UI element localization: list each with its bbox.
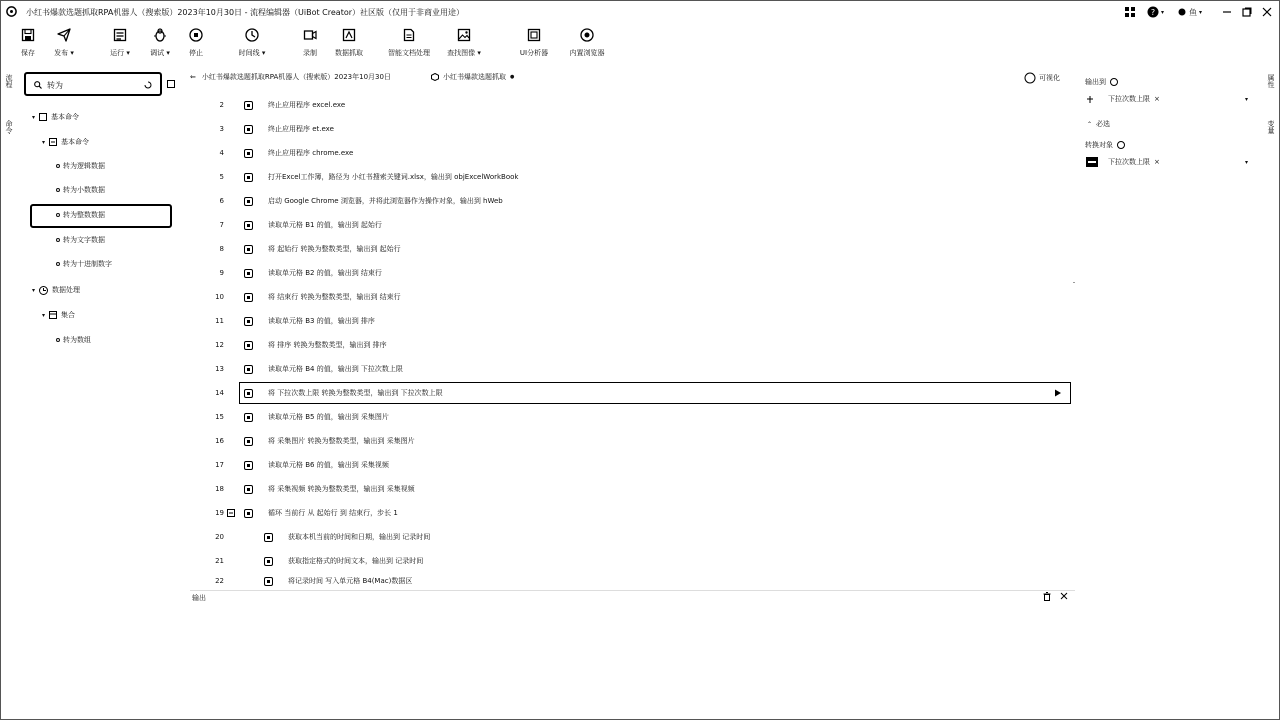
code-line[interactable] — [200, 454, 1070, 476]
line-number: 15 — [215, 413, 224, 421]
line-number: 18 — [215, 485, 224, 493]
line-number: 21 — [215, 557, 224, 565]
document-ai-icon — [402, 28, 416, 42]
command-icon — [244, 125, 253, 134]
close-button[interactable] — [1262, 5, 1272, 19]
line-number: 11 — [215, 317, 224, 325]
maximize-icon — [1242, 7, 1252, 17]
code-line[interactable] — [200, 238, 1070, 260]
bug-icon — [153, 28, 167, 42]
line-number: 6 — [219, 197, 224, 205]
chevron-up-icon: ⌃ — [1087, 120, 1093, 128]
run-label: 运行 — [110, 49, 125, 57]
clear-search-icon[interactable] — [144, 81, 152, 89]
tree-label: 基本命令 — [61, 138, 90, 146]
convert-object-value: 下拉次数上限 — [1108, 158, 1150, 166]
chevron-down-icon: ▾ — [259, 49, 266, 57]
window-title: 小红书爆款选题抓取RPA机器人（搜索版）2023年10月30日 - 流程编辑器（UiBot Creator）社区版（仅用于非商业用途） — [26, 8, 465, 17]
line-text: 终止应用程序 chrome.exe — [268, 149, 354, 157]
output-panel-title: 输出 — [192, 594, 206, 602]
basic-commands-icon — [49, 138, 57, 146]
line-number: 2 — [219, 101, 224, 109]
search-input[interactable]: 转为 — [47, 81, 63, 90]
chevron-down-icon: ▾ — [42, 138, 46, 146]
search-icon — [34, 81, 42, 89]
tree-group-collection[interactable] — [42, 310, 75, 320]
chevron-down-icon: ▾ — [1199, 8, 1203, 16]
output-to-value: 下拉次数上限 — [1108, 95, 1150, 103]
play-icon[interactable] — [1054, 389, 1062, 397]
tree-item-to-float[interactable] — [56, 185, 105, 195]
code-line[interactable] — [200, 166, 1070, 188]
command-icon — [244, 173, 253, 182]
svg-text:?: ? — [1150, 8, 1156, 17]
help-icon — [1110, 78, 1118, 86]
command-icon — [244, 413, 253, 422]
bullet-icon — [56, 164, 60, 168]
code-line[interactable] — [200, 430, 1070, 452]
idp-button[interactable] — [389, 28, 429, 58]
required-section[interactable] — [1087, 119, 1110, 129]
code-line[interactable] — [200, 286, 1070, 308]
command-icon — [244, 269, 253, 278]
command-icon — [264, 577, 273, 586]
scrollbar-mark — [1073, 282, 1075, 283]
line-text: 将 下拉次数上限 转换为整数类型，输出到 下拉次数上限 — [268, 389, 443, 397]
help-icon — [1117, 141, 1125, 149]
line-text: 获取本机当前的时间和日期，输出到 记录时间 — [288, 533, 431, 541]
chevron-down-icon: ▾ — [1161, 8, 1165, 16]
record-icon — [303, 28, 317, 42]
tree-group-data[interactable] — [32, 285, 80, 295]
command-icon — [244, 437, 253, 446]
line-text: 将 起始行 转换为整数类型，输出到 起始行 — [268, 245, 401, 253]
command-icon — [244, 509, 253, 518]
line-text: 将 结束行 转换为整数类型，输出到 结束行 — [268, 293, 401, 301]
line-text: 打开Excel工作簿，路径为 小红书搜索关键词.xlsx，输出到 objExcelWorkBook — [268, 173, 519, 181]
line-number: 14 — [215, 389, 224, 397]
status-dot-icon: ● — [510, 74, 515, 80]
clear-icon[interactable]: × — [1154, 158, 1160, 166]
convert-object-select[interactable] — [1086, 157, 1252, 167]
image-search-icon — [457, 28, 471, 42]
clock-icon — [245, 28, 259, 42]
code-line[interactable] — [200, 406, 1070, 428]
chevron-down-icon: ▾ — [68, 49, 74, 57]
selected-line-outline — [239, 382, 1071, 404]
publish-label: 发布 — [54, 49, 69, 57]
tree-item-to-array[interactable] — [56, 335, 91, 345]
code-line[interactable] — [200, 118, 1070, 140]
data-processing-icon — [39, 286, 48, 295]
command-icon — [244, 245, 253, 254]
convert-object-heading — [1085, 140, 1125, 150]
extensions-icon[interactable] — [1124, 5, 1136, 19]
line-number: 3 — [219, 125, 224, 133]
tree-label: 基本命令 — [51, 113, 80, 121]
tree-group-basic[interactable] — [32, 112, 79, 122]
line-text: 终止应用程序 excel.exe — [268, 101, 346, 109]
chevron-down-icon: ▾ — [32, 113, 36, 121]
line-number: 4 — [219, 149, 224, 157]
browser-icon — [580, 28, 594, 42]
code-line[interactable] — [200, 142, 1070, 164]
line-text: 读取单元格 B2 的值，输出到 结束行 — [268, 269, 382, 277]
builtin-browser-label: 内置浏览器 — [569, 49, 605, 57]
timeline-button[interactable] — [232, 28, 272, 58]
builtin-browser-button[interactable] — [567, 28, 607, 58]
tree-label: 转为十进制数字 — [63, 260, 112, 268]
breadcrumb-flow[interactable]: 小红书爆款选题抓取RPA机器人（搜索版）2023年10月30日 — [201, 73, 391, 81]
chevron-down-icon: ▾ — [42, 311, 46, 319]
tab-properties[interactable]: 属性 — [1267, 74, 1275, 88]
line-text: 终止应用程序 et.exe — [268, 125, 334, 133]
tree-label: 转为小数数据 — [63, 186, 105, 194]
command-icon — [244, 197, 253, 206]
line-number: 5 — [219, 173, 224, 181]
bullet-icon — [56, 262, 60, 266]
code-line[interactable] — [200, 358, 1070, 380]
debug-button[interactable] — [140, 28, 180, 58]
run-button[interactable] — [100, 28, 140, 58]
breadcrumb[interactable] — [190, 72, 391, 82]
line-text: 读取单元格 B3 的值，输出到 排序 — [268, 317, 375, 325]
command-icon — [244, 293, 253, 302]
output-to-label: 输出到 — [1085, 78, 1106, 86]
output-to-select[interactable] — [1086, 94, 1252, 104]
line-text: 获取指定格式的时间文本，输出到 记录时间 — [288, 557, 424, 565]
bullet-icon — [56, 238, 60, 242]
command-icon — [244, 365, 253, 374]
line-number: 12 — [215, 341, 224, 349]
help-menu[interactable] — [1147, 5, 1164, 19]
chevron-down-icon: ▾ — [32, 286, 36, 294]
tree-label: 集合 — [61, 311, 76, 319]
command-icon — [244, 317, 253, 326]
line-text: 读取单元格 B4 的值，输出到 下拉次数上限 — [268, 365, 403, 373]
tree-item-to-bool[interactable] — [56, 161, 105, 171]
code-line[interactable] — [200, 550, 1070, 572]
data-scrape-label: 数据抓取 — [335, 49, 363, 57]
save-icon — [21, 28, 35, 42]
arrow-left-icon: ⇐ — [190, 73, 196, 81]
close-icon — [1262, 7, 1272, 17]
chevron-down-icon: ▾ — [1244, 95, 1248, 103]
save-label: 保存 — [21, 49, 35, 57]
chevron-down-icon: ▾ — [475, 49, 481, 57]
tab-variables[interactable]: 变量 — [1267, 120, 1275, 134]
ui-analyzer-button[interactable] — [514, 28, 554, 58]
code-line[interactable] — [200, 262, 1070, 284]
line-text: 将 采集视频 转换为整数类型，输出到 采集视频 — [268, 485, 415, 493]
tab-commands[interactable]: 命令 — [5, 120, 13, 134]
code-line[interactable] — [200, 502, 1070, 524]
minimize-button[interactable] — [1222, 5, 1232, 19]
line-text: 将 采集图片 转换为整数类型，输出到 采集图片 — [268, 437, 415, 445]
title-bar — [0, 0, 1280, 24]
chevron-down-icon: ▾ — [1244, 158, 1248, 166]
line-text: 读取单元格 B6 的值，输出到 采集视频 — [268, 461, 389, 469]
line-number: 20 — [215, 533, 224, 541]
command-icon — [244, 101, 253, 110]
subflow-crumb[interactable] — [431, 72, 514, 82]
timeline-label: 时间线 — [238, 49, 260, 57]
scrape-icon — [342, 28, 356, 42]
bullet-icon — [56, 188, 60, 192]
save-button[interactable] — [8, 28, 48, 58]
tree-group-basic-sub[interactable] — [42, 137, 89, 147]
line-text: 将 排序 转换为整数类型，输出到 排序 — [268, 341, 387, 349]
code-line[interactable] — [200, 190, 1070, 212]
ui-analyzer-label: UI分析器 — [519, 49, 549, 57]
line-text: 循环 当前行 从 起始行 到 结束行，步长 1 — [268, 509, 398, 517]
idp-label: 智能文档处理 — [388, 49, 430, 57]
line-number: 17 — [215, 461, 224, 469]
command-search[interactable] — [24, 72, 162, 96]
line-number: 16 — [215, 437, 224, 445]
line-text: 读取单元格 B5 的值，输出到 采集图片 — [268, 413, 389, 421]
line-number: 13 — [215, 365, 224, 373]
visual-label: 可视化 — [1039, 74, 1060, 82]
stop-icon — [189, 28, 203, 42]
collection-icon — [49, 311, 57, 319]
output-divider — [190, 590, 1075, 591]
chevron-down-icon: ▾ — [124, 49, 130, 57]
find-image-label: 查找图像 — [447, 49, 476, 57]
code-line[interactable] — [200, 310, 1070, 332]
command-icon — [244, 485, 253, 494]
output-to-heading — [1085, 77, 1118, 87]
publish-button[interactable] — [44, 28, 84, 58]
basic-commands-icon — [39, 113, 47, 121]
trash-icon[interactable] — [1043, 592, 1051, 601]
user-menu[interactable] — [1178, 5, 1202, 19]
code-line[interactable] — [200, 334, 1070, 356]
line-number: 7 — [219, 221, 224, 229]
cube-icon — [431, 73, 439, 81]
collapse-panel-button[interactable] — [167, 80, 175, 88]
expression-icon — [1086, 157, 1098, 167]
command-icon — [244, 461, 253, 470]
stop-label: 停止 — [189, 49, 203, 57]
code-line[interactable] — [200, 526, 1070, 548]
code-line[interactable] — [200, 94, 1070, 116]
help-icon — [1147, 6, 1159, 18]
command-icon — [244, 149, 253, 158]
variable-icon — [1086, 95, 1094, 104]
tab-flow[interactable]: 流程 — [5, 74, 13, 88]
run-icon — [113, 28, 127, 42]
line-number: 19 — [215, 509, 224, 517]
user-name: 鱼 — [1189, 7, 1197, 17]
toggle-icon — [1024, 72, 1036, 84]
line-number: 8 — [219, 245, 224, 253]
record-button[interactable] — [290, 28, 330, 58]
tree-label: 转为逻辑数据 — [63, 162, 105, 170]
visual-toggle[interactable] — [1024, 72, 1060, 84]
tree-label: 数据处理 — [52, 286, 81, 294]
command-icon — [264, 557, 273, 566]
line-text: 将记录时间 写入单元格 B4(Mac)数据区 — [288, 577, 413, 585]
stop-button[interactable] — [176, 28, 216, 58]
code-line[interactable] — [200, 574, 1070, 588]
minimize-icon — [1222, 7, 1232, 17]
selected-tree-item-outline — [30, 204, 172, 228]
record-label: 录制 — [303, 49, 317, 57]
line-text: 启动 Google Chrome 浏览器，并将此浏览器作为操作对象，输出到 hWeb — [268, 197, 503, 205]
line-number: 9 — [219, 269, 224, 277]
ui-analyzer-icon — [527, 28, 541, 42]
line-text: 读取单元格 B1 的值，输出到 起始行 — [268, 221, 382, 229]
send-icon — [57, 28, 71, 42]
tree-item-to-decimal[interactable] — [56, 259, 112, 269]
maximize-button[interactable] — [1242, 5, 1252, 19]
bullet-icon — [56, 338, 60, 342]
clear-icon[interactable]: × — [1154, 95, 1160, 103]
line-number: 22 — [215, 577, 224, 585]
app-logo-icon — [6, 6, 17, 17]
required-label: 必选 — [1096, 120, 1111, 128]
tree-label: 转为数组 — [63, 336, 91, 344]
command-icon — [244, 221, 253, 230]
tree-label: 转为文字数据 — [63, 236, 105, 244]
convert-object-label: 转换对象 — [1085, 141, 1113, 149]
close-icon[interactable] — [1060, 592, 1068, 600]
avatar — [1178, 8, 1186, 16]
command-icon — [244, 341, 253, 350]
command-icon — [264, 533, 273, 542]
collapse-block-icon[interactable] — [227, 509, 235, 517]
code-line[interactable] — [200, 478, 1070, 500]
code-line[interactable] — [200, 214, 1070, 236]
line-number: 10 — [215, 293, 224, 301]
find-image-button[interactable] — [444, 28, 484, 58]
subflow-name: 小红书爆款选题抓取 — [443, 73, 506, 81]
chevron-down-icon: ▾ — [164, 49, 170, 57]
data-scrape-button[interactable] — [329, 28, 369, 58]
debug-label: 调试 — [150, 49, 165, 57]
tree-item-to-string[interactable] — [56, 235, 105, 245]
tree-label: 转为整数数据 — [63, 211, 105, 219]
